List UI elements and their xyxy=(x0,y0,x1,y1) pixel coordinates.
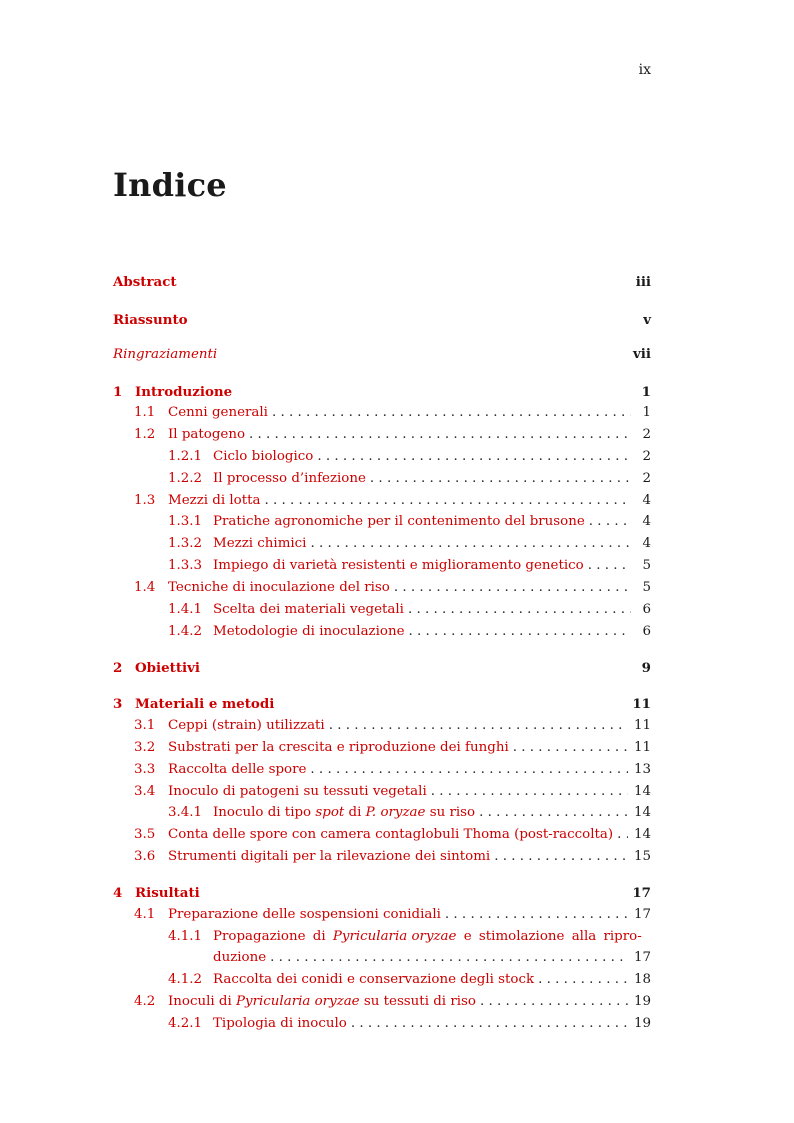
toc-entry-title[interactable]: Ringraziamenti xyxy=(113,347,218,362)
dot-leader xyxy=(409,622,631,642)
toc-section-3-5[interactable] xyxy=(113,825,651,845)
toc-entry-page: 13 xyxy=(633,762,651,777)
toc-entry-page: 14 xyxy=(633,827,651,842)
toc-subsection-4-2-1[interactable] xyxy=(113,1014,651,1034)
toc-entry-title[interactable]: Riassunto xyxy=(113,312,188,328)
toc-subsection-1-3-2[interactable] xyxy=(113,534,651,554)
toc-entry-number: 4.1 xyxy=(134,907,156,922)
toc-subsection-1-3-3[interactable] xyxy=(113,556,651,576)
toc-entry-number: 1.4.2 xyxy=(168,624,203,639)
toc-subsection-4-1-1-cont[interactable] xyxy=(113,948,651,968)
dot-leader xyxy=(265,491,632,511)
toc-entry-page: 2 xyxy=(642,471,651,486)
toc-entry-title[interactable]: Tipologia di inoculo xyxy=(213,1016,347,1031)
toc-entry-title[interactable]: Inoculi di Pyricularia oryzae su tessuti di riso xyxy=(168,994,476,1009)
toc-entry-title[interactable]: Raccolta delle spore xyxy=(168,762,307,777)
toc-entry-page: 14 xyxy=(633,784,651,799)
toc-entry-number: 1.3.2 xyxy=(168,536,203,551)
toc-entry-page: 11 xyxy=(632,696,651,712)
toc-entry-number: 1 xyxy=(113,384,123,400)
toc-entry-number: 1.2.2 xyxy=(168,471,203,486)
toc-entry-title[interactable]: Cenni generali xyxy=(168,405,268,420)
toc-entry-number: 1.2 xyxy=(134,427,156,442)
toc-entry-title[interactable]: Raccolta dei conidi e conservazione degli stock xyxy=(213,972,535,987)
dot-leader xyxy=(408,600,631,620)
toc-entry-number: 3.4.1 xyxy=(168,805,203,820)
toc-subsection-1-4-1[interactable] xyxy=(113,600,651,620)
toc-entry-title[interactable]: Mezzi di lotta xyxy=(168,493,261,508)
toc-entry-number: 1.3.3 xyxy=(168,558,203,573)
dot-leader xyxy=(310,534,631,554)
toc-entry-title[interactable]: Scelta dei materiali vegetali xyxy=(213,602,404,617)
toc-entry-page: 5 xyxy=(642,558,651,573)
toc-entry-page: 18 xyxy=(633,972,651,987)
toc-section-3-3[interactable] xyxy=(113,760,651,780)
toc-section-4-1[interactable] xyxy=(113,905,651,925)
toc-entry-title[interactable]: Substrati per la crescita e riproduzione dei funghi xyxy=(168,740,509,755)
dot-leader xyxy=(370,469,631,489)
toc-entry-page: 5 xyxy=(642,580,651,595)
toc-entry-page: 17 xyxy=(632,885,651,901)
dot-leader xyxy=(494,847,628,867)
toc-section-3-6[interactable] xyxy=(113,847,651,867)
toc-entry-page: 4 xyxy=(642,493,651,508)
dot-leader xyxy=(480,992,628,1012)
toc-entry-number: 3.6 xyxy=(134,849,156,864)
toc-entry-page: vii xyxy=(633,346,651,362)
toc-entry-title[interactable]: Il patogeno xyxy=(168,427,246,442)
toc-entry-title[interactable]: Obiettivi xyxy=(135,660,200,676)
toc-entry-page: 4 xyxy=(642,514,651,529)
toc-entry-title[interactable]: Tecniche di inoculazione del riso xyxy=(168,580,390,595)
toc-entry-page: 2 xyxy=(642,427,651,442)
toc-entry-abstract[interactable] xyxy=(113,272,651,292)
toc-entry-page: 9 xyxy=(641,660,651,676)
toc-entry-title[interactable]: Introduzione xyxy=(135,384,233,400)
toc-entry-title[interactable]: Abstract xyxy=(113,274,177,290)
dot-leader xyxy=(589,512,631,532)
toc-entry-number: 4.1.2 xyxy=(168,972,203,987)
toc-entry-title-continued[interactable]: duzione xyxy=(213,950,267,965)
dot-leader xyxy=(588,556,631,576)
dot-leader xyxy=(329,716,628,736)
dot-leader xyxy=(479,803,628,823)
toc-section-4-2[interactable] xyxy=(113,992,651,1012)
toc-entry-number: 1.3 xyxy=(134,493,156,508)
toc-subsection-4-1-1[interactable] xyxy=(113,927,651,947)
toc-section-1-3[interactable] xyxy=(113,491,651,511)
dot-leader xyxy=(270,948,628,968)
toc-entry-title[interactable]: Strumenti digitali per la rilevazione dei sintomi xyxy=(168,849,491,864)
toc-entry-title[interactable]: Pratiche agronomiche per il contenimento del brusone xyxy=(213,514,585,529)
toc-entry-riassunto[interactable] xyxy=(113,310,651,330)
toc-entry-page: v xyxy=(643,312,651,328)
toc-entry-title[interactable]: Il processo d’infezione xyxy=(213,471,366,486)
dot-leader xyxy=(445,905,628,925)
dot-leader xyxy=(394,578,631,598)
toc-entry-title[interactable]: Conta delle spore con camera contaglobuli Thoma (post-raccolta) xyxy=(168,827,614,842)
page-title: Indice xyxy=(113,166,227,204)
dot-leader xyxy=(310,760,628,780)
toc-entry-number: 3.4 xyxy=(134,784,156,799)
toc-entry-page: 11 xyxy=(633,718,651,733)
toc-entry-ringraziamenti[interactable] xyxy=(113,344,651,364)
toc-entry-title[interactable]: Ciclo biologico xyxy=(213,449,314,464)
toc-entry-number: 4 xyxy=(113,885,123,901)
toc-entry-number: 1.1 xyxy=(134,405,156,420)
toc-entry-number: 3.5 xyxy=(134,827,156,842)
dot-leader xyxy=(617,825,628,845)
dot-leader xyxy=(538,970,628,990)
toc-entry-title[interactable]: Impiego di varietà resistenti e miglioramento genetico xyxy=(213,558,584,573)
toc-entry-title[interactable]: Inoculo di patogeni su tessuti vegetali xyxy=(168,784,427,799)
toc-entry-number: 4.2.1 xyxy=(168,1016,203,1031)
toc-entry-title[interactable]: Mezzi chimici xyxy=(213,536,307,551)
toc-chapter-4[interactable] xyxy=(113,883,651,903)
toc-entry-page: 1 xyxy=(641,384,651,400)
toc-subsection-1-3-1[interactable] xyxy=(113,512,651,532)
dot-leader xyxy=(249,425,631,445)
toc-entry-number: 4.1.1 xyxy=(168,929,203,944)
toc-entry-number: 1.3.1 xyxy=(168,514,203,529)
toc-entry-page: 17 xyxy=(633,950,651,965)
toc-entry-number: 1.4 xyxy=(134,580,156,595)
toc-entry-number: 1.2.1 xyxy=(168,449,203,464)
toc-entry-title[interactable]: Inoculo di tipo spot di P. oryzae su riso xyxy=(213,805,476,820)
toc-entry-page: 1 xyxy=(642,405,651,420)
dot-leader xyxy=(513,738,628,758)
toc-section-3-4[interactable] xyxy=(113,782,651,802)
toc-entry-page: 14 xyxy=(633,805,651,820)
toc-entry-page: 15 xyxy=(633,849,651,864)
toc-entry-page: 2 xyxy=(642,449,651,464)
toc-section-1-1[interactable] xyxy=(113,403,651,423)
toc-entry-page: 11 xyxy=(633,740,651,755)
toc-chapter-1[interactable] xyxy=(113,382,651,402)
toc-entry-page: 4 xyxy=(642,536,651,551)
toc-entry-title[interactable]: Materiali e metodi xyxy=(135,696,275,712)
toc-entry-page: iii xyxy=(635,274,651,290)
toc-subsection-1-4-2[interactable] xyxy=(113,622,651,642)
toc-entry-title[interactable]: Metodologie di inoculazione xyxy=(213,624,405,639)
toc-entry-title[interactable]: Ceppi (strain) utilizzati xyxy=(168,718,325,733)
toc-entry-page: 6 xyxy=(642,602,651,617)
toc-subsection-1-2-2[interactable] xyxy=(113,469,651,489)
toc-entry-number: 1.4.1 xyxy=(168,602,203,617)
toc-entry-page: 19 xyxy=(633,1016,651,1031)
toc-entry-title[interactable]: Preparazione delle sospensioni conidiali xyxy=(168,907,441,922)
toc-section-1-2[interactable] xyxy=(113,425,651,445)
dot-leader xyxy=(317,447,631,467)
toc-entry-page: 19 xyxy=(633,994,651,1009)
toc-entry-title[interactable]: Propagazione di Pyricularia oryzae e stimolazione alla ripro- xyxy=(213,929,642,944)
toc-entry-page: 17 xyxy=(633,907,651,922)
toc-entry-number: 3.1 xyxy=(134,718,156,733)
toc-subsection-1-2-1[interactable] xyxy=(113,447,651,467)
toc-chapter-2[interactable] xyxy=(113,658,651,678)
dot-leader xyxy=(272,403,631,423)
toc-subsection-3-4-1[interactable] xyxy=(113,803,651,823)
toc-section-3-1[interactable] xyxy=(113,716,651,736)
toc-subsection-4-1-2[interactable] xyxy=(113,970,651,990)
page-number: ix xyxy=(638,62,651,78)
dot-leader xyxy=(351,1014,628,1034)
toc-section-3-2[interactable] xyxy=(113,738,651,758)
toc-chapter-3[interactable] xyxy=(113,694,651,714)
toc-entry-number: 3 xyxy=(113,696,123,712)
toc-entry-number: 3.2 xyxy=(134,740,156,755)
dot-leader xyxy=(431,782,628,802)
toc-entry-number: 3.3 xyxy=(134,762,156,777)
toc-section-1-4[interactable] xyxy=(113,578,651,598)
toc-entry-page: 6 xyxy=(642,624,651,639)
toc-entry-number: 4.2 xyxy=(134,994,156,1009)
toc-entry-number: 2 xyxy=(113,660,123,676)
toc-entry-title[interactable]: Risultati xyxy=(135,885,200,901)
